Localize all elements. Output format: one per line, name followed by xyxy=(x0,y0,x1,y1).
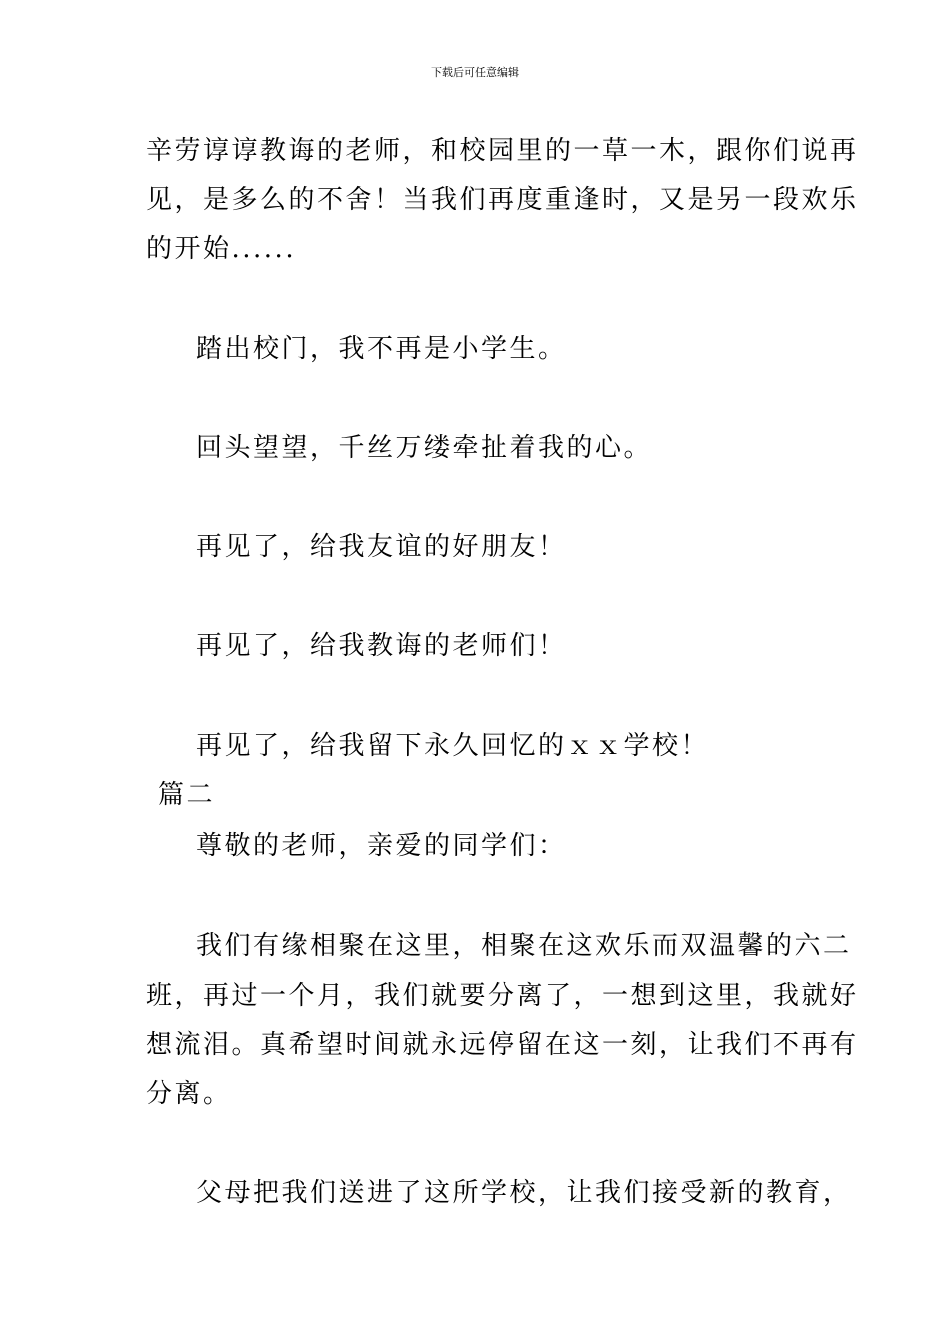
greeting: 尊敬的老师，亲爱的同学们： xyxy=(196,831,567,861)
paragraph-6: 再见了，给我留下永久回忆的ｘｘ学校！ xyxy=(196,731,710,761)
paragraph-7-line-3: 想流泪。真希望时间就永远停留在这一刻，让我们不再有 xyxy=(146,1030,859,1060)
paragraph-3: 回头望望，千丝万缕牵扯着我的心。 xyxy=(196,433,653,463)
paragraph-1-line-2: 见，是多么的不舍！当我们再度重逢时，又是另一段欢乐 xyxy=(146,185,859,215)
paragraph-8-line-1: 父母把我们送进了这所学校，让我们接受新的教育， xyxy=(196,1178,852,1208)
paragraph-4: 再见了，给我友谊的好朋友！ xyxy=(196,532,567,562)
paragraph-7-line-4: 分离。 xyxy=(146,1079,232,1109)
paragraph-1-line-3: 的开始...... xyxy=(146,234,297,264)
paragraph-5: 再见了，给我教诲的老师们！ xyxy=(196,631,567,661)
section-title: 篇二 xyxy=(158,780,216,810)
paragraph-2: 踏出校门，我不再是小学生。 xyxy=(196,334,567,364)
paragraph-7-line-1: 我们有缘相聚在这里，相聚在这欢乐而双温馨的六二 xyxy=(196,931,852,961)
paragraph-7-line-2: 班，再过一个月，我们就要分离了，一想到这里，我就好 xyxy=(146,981,859,1011)
paragraph-1-line-1: 辛劳谆谆教诲的老师，和校园里的一草一木，跟你们说再 xyxy=(146,136,859,166)
page-header-note: 下载后可任意编辑 xyxy=(431,66,519,79)
